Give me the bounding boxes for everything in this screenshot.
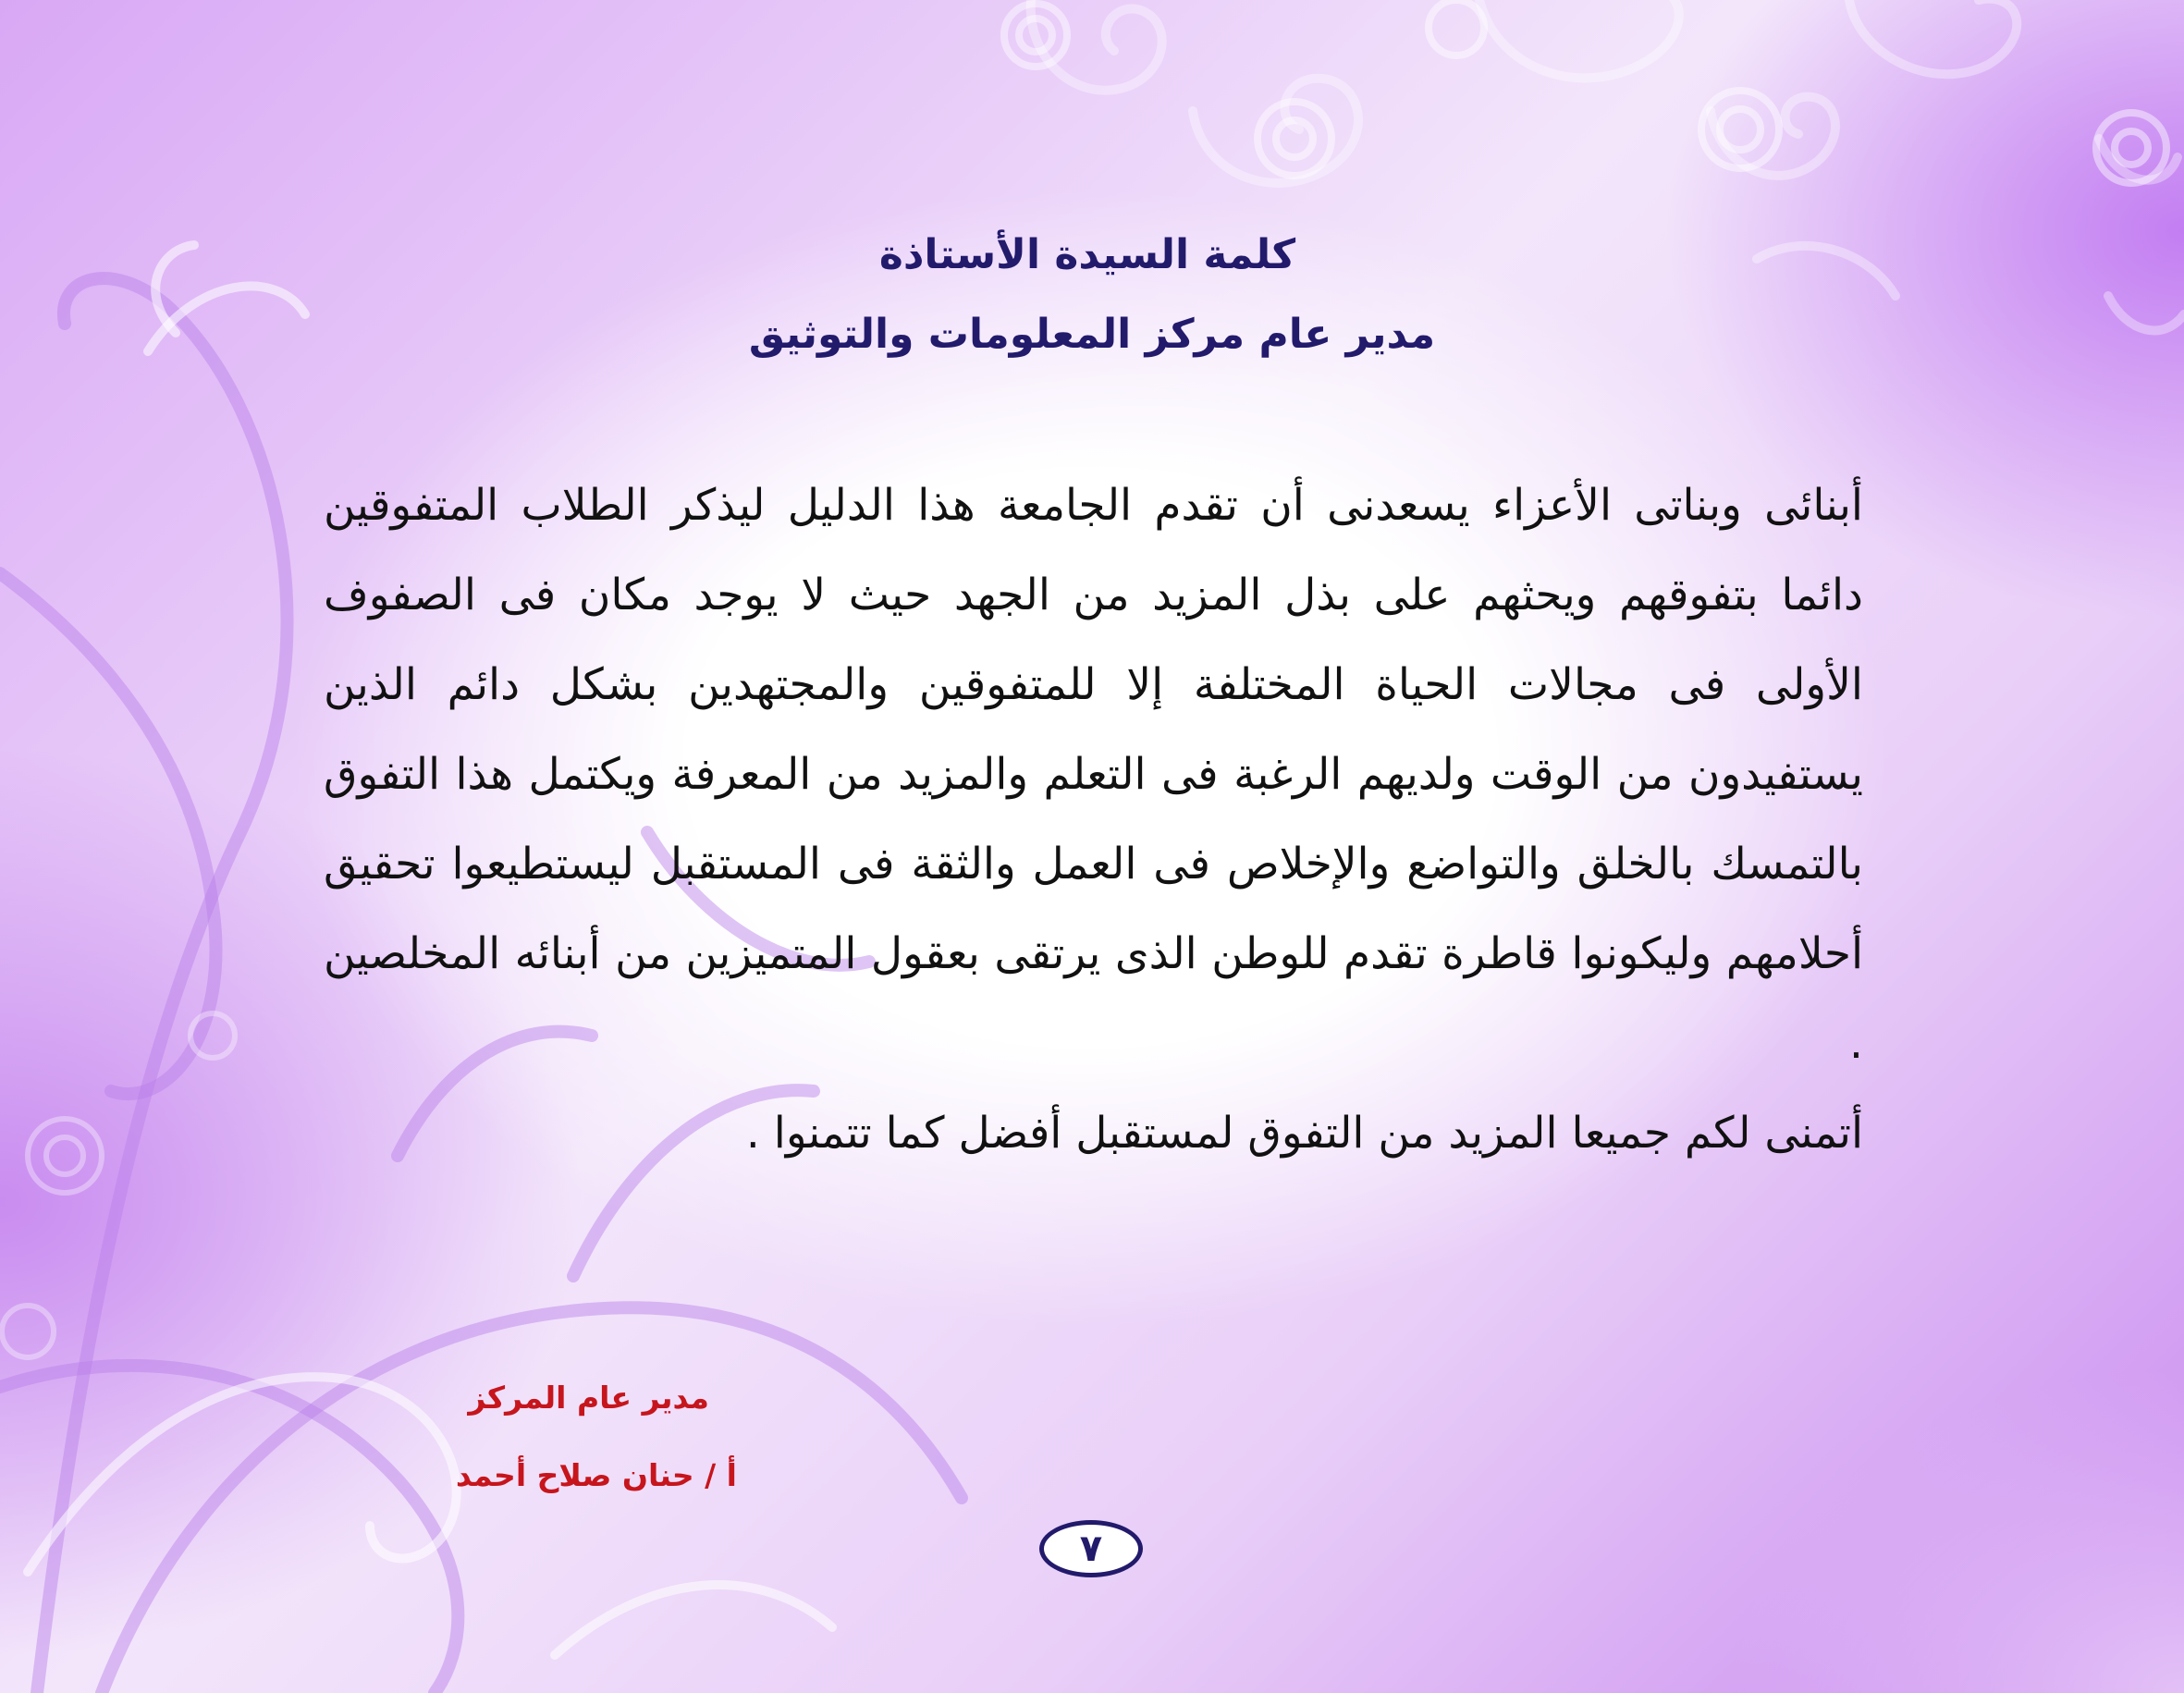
heading-title: كلمة السيدة الأستاذة (878, 231, 1296, 278)
heading-subtitle: مدير عام مركز المعلومات والتوثيق (748, 311, 1436, 358)
signature-name: أ / حنان صلاح أحمد (455, 1457, 737, 1493)
message-closing: أتمنى لكم جميعا المزيد من التفوق لمستقبل أفضل كما تتمنوا . (745, 1108, 1863, 1159)
message-paragraph: أبنائى وبناتى الأعزاء يسعدنى أن تقدم الجامعة هذا الدليل ليذكر الطلاب المتفوقين دائما بتفوقهم ويحثهم على بذل المزيد من الجهد حيث لا يوجد مكان فى الصفوف الأولى فى مجالات الحياة المختلفة إلا للمتفوقين والمجتهدين بشكل دائم الذين يستفيدون من الوقت ولديهم الرغبة فى التعلم والمزيد من المعرفة ويكتمل هذا التفوق بالتمسك بالخلق والتواضع والإخلاص فى العمل والثقة فى المستقبل ليستطيعوا تحقيق أحلامهم وليكونوا قاطرة تقدم للوطن الذى يرتقى بعقول المتميزين من أبنائه المخلصين . (324, 480, 1863, 1069)
page-number-badge (1039, 1520, 1143, 1577)
page-number: ٧ (1079, 1527, 1103, 1570)
message-body (324, 460, 1863, 1178)
signature-title: مدير عام المركز (468, 1380, 709, 1416)
